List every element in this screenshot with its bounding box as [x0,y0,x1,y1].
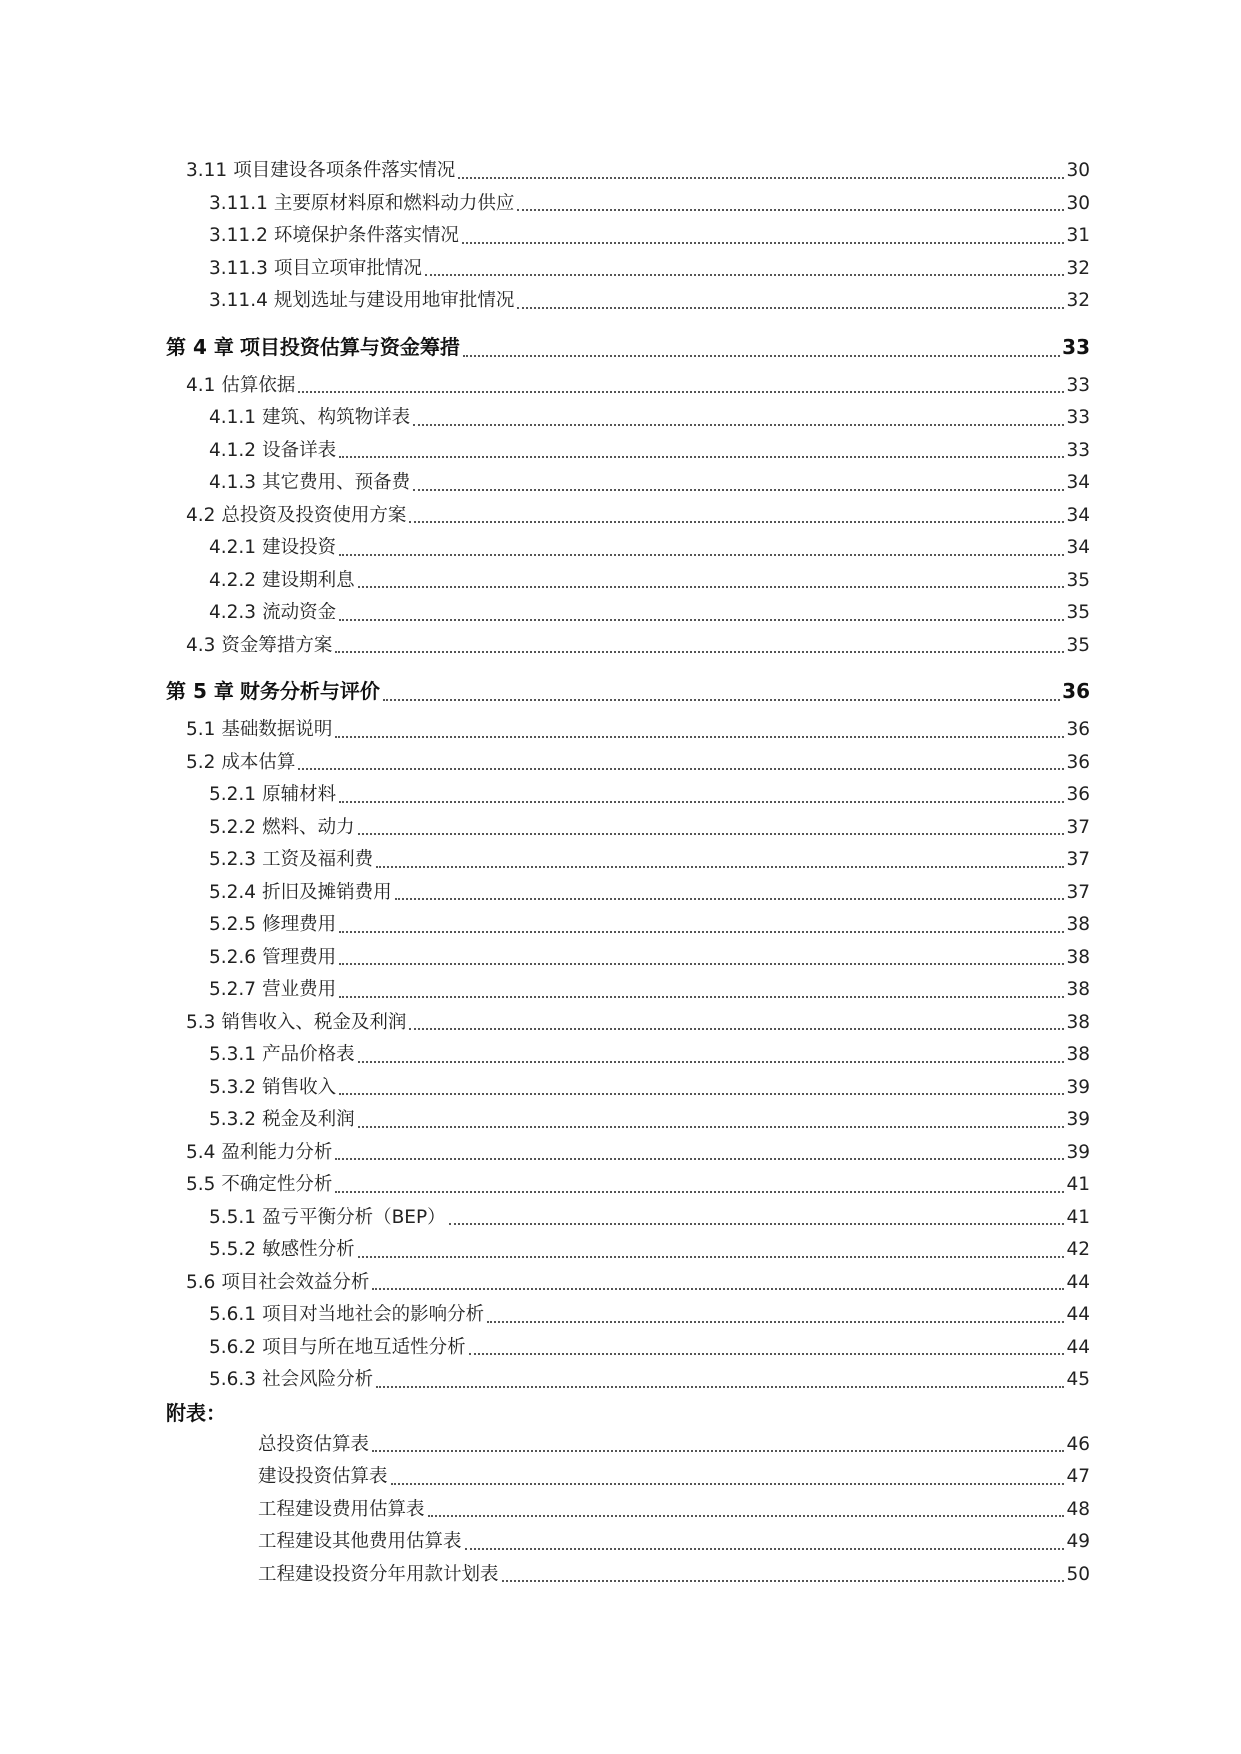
toc-entry-row[interactable] [166,1039,1090,1072]
toc-page-number: 38 [1066,1044,1090,1065]
toc-entry-title: 项目投资估算与资金筹措 [239,334,460,359]
toc-page-number: 39 [1066,1141,1090,1163]
toc-entry-title: 项目社会效益分析 [221,1271,370,1293]
toc-entry-number: 4.3 [186,634,216,656]
toc-entry-title: 建设投资 [262,537,337,558]
toc-entry-row[interactable] [166,747,1090,780]
toc-entry-title: 折旧及摊销费用 [262,881,392,903]
toc-entry-title: 总投资估算表 [258,1433,370,1455]
dot-leader [462,242,1065,244]
toc-entry-row[interactable] [166,1104,1090,1137]
dot-leader [339,554,1064,556]
toc-page-number: 36 [1062,679,1090,703]
dot-leader [358,833,1065,835]
toc-entry-row[interactable] [166,1299,1090,1332]
toc-entry-row[interactable] [166,974,1090,1007]
toc-page-number: 38 [1066,979,1090,1000]
toc-entry-number: 5.3.2 [209,1076,257,1098]
toc-entry-number: 5.2.4 [209,881,257,903]
toc-page-number: 38 [1066,914,1090,935]
toc-entry-row[interactable] [166,467,1090,500]
toc-page-number: 35 [1066,569,1090,591]
toc-page-number: 34 [1066,537,1090,558]
dot-leader [339,931,1064,933]
toc-page-number: 38 [1066,1011,1090,1033]
toc-entry-row[interactable] [166,1267,1090,1300]
toc-entry-number: 4.2 [186,504,216,526]
toc-entry-row[interactable] [166,812,1090,845]
toc-entry-title: 燃料、动力 [262,816,355,838]
dot-leader [339,1093,1064,1095]
dot-leader [517,307,1064,309]
toc-entry-row[interactable] [166,1461,1090,1494]
dot-leader [413,489,1064,491]
toc-page-number: 34 [1066,504,1090,526]
dot-leader [358,1256,1065,1258]
toc-page-number: 44 [1066,1304,1090,1325]
dot-leader [502,1580,1065,1582]
toc-entry-number: 4.2.1 [209,537,257,558]
toc-entry-row[interactable] [166,253,1090,286]
toc-entry-row[interactable] [166,844,1090,877]
toc-entry-row[interactable] [166,220,1090,253]
toc-entry-title: 设备详表 [262,439,337,461]
toc-entry-row[interactable] [166,1429,1090,1462]
dot-leader [339,963,1064,965]
toc-entry-number: 5.5.2 [209,1239,257,1260]
toc-page-number: 45 [1066,1369,1090,1390]
toc-entry-title: 税金及利润 [262,1109,355,1130]
toc-entry-number: 4.1 [186,374,216,396]
toc-entry-title: 盈利能力分析 [221,1141,333,1163]
toc-entry-title: 规划选址与建设用地审批情况 [273,290,515,311]
toc-entry-title: 项目与所在地互适性分析 [262,1336,466,1358]
toc-entry-number: 5.2.7 [209,979,257,1000]
dot-leader [335,736,1064,738]
toc-entry-number: 5.6.2 [209,1336,257,1358]
toc-entry-row[interactable] [166,500,1090,533]
toc-entry-title: 建设期利息 [262,569,355,591]
toc-entry-title: 财务分析与评价 [239,679,380,703]
toc-entry-number: 5.4 [186,1141,216,1163]
toc-entry-title: 管理费用 [262,946,337,968]
toc-entry-title: 工程建设费用估算表 [258,1498,425,1520]
toc-page-number: 33 [1066,439,1090,461]
toc-entry-row[interactable] [166,779,1090,812]
toc-page-number: 33 [1066,374,1090,396]
toc-page-number: 35 [1066,602,1090,623]
dot-leader [383,699,1060,701]
toc-entry-title: 社会风险分析 [262,1369,374,1390]
toc-entry-row[interactable] [166,1526,1090,1559]
toc-entry-number: 5.5.1 [209,1206,257,1228]
toc-entry-row[interactable] [166,285,1090,318]
toc-entry-number: 第 5 章 [166,679,234,703]
toc-entry-number: 3.11.2 [209,225,268,246]
dot-leader [463,355,1060,357]
toc-entry-row[interactable] [166,1559,1090,1592]
dot-leader [339,996,1064,998]
dot-leader [413,424,1064,426]
toc-entry-number: 5.2.1 [209,784,257,805]
toc-page-number: 36 [1066,751,1090,773]
toc-entry-title: 环境保护条件落实情况 [273,225,459,246]
toc-entry-row[interactable] [166,370,1090,403]
toc-entry-title: 流动资金 [262,602,337,623]
toc-page-number: 33 [1062,334,1090,359]
dot-leader [409,1028,1064,1030]
toc-entry-title: 工程建设投资分年用款计划表 [258,1563,499,1585]
toc-entry-title: 项目对当地社会的影响分析 [262,1304,485,1325]
toc-entry-number: 4.1.2 [209,439,257,461]
toc-page-number: 39 [1066,1109,1090,1130]
toc-page-number: 47 [1066,1466,1090,1487]
toc-entry-number: 5.2.5 [209,914,257,935]
toc-entry-number: 5.3.2 [209,1109,257,1130]
toc-entry-title: 营业费用 [262,979,337,1000]
dot-leader [372,1450,1064,1452]
toc-entry-number: 5.5 [186,1174,216,1195]
dot-leader [391,1483,1065,1485]
toc-page-number: 30 [1066,192,1090,214]
toc-page-number: 32 [1066,257,1090,279]
dot-leader [425,274,1065,276]
toc-entry-row[interactable] [166,877,1090,910]
toc-page-number: 30 [1066,160,1090,181]
toc-entry-title: 资金筹措方案 [221,634,333,656]
toc-page-number: 42 [1066,1239,1090,1260]
toc-entry-row[interactable] [166,1072,1090,1105]
toc-entry-number: 4.2.3 [209,602,257,623]
toc-entry-title: 敏感性分析 [262,1239,355,1260]
toc-entry-title: 不确定性分析 [221,1174,333,1195]
toc-entry-row[interactable] [166,630,1090,663]
toc-entry-number: 4.1.1 [209,407,257,428]
dot-leader [487,1321,1064,1323]
toc-entry-title: 盈亏平衡分析（BEP） [262,1206,446,1228]
toc-entry-row[interactable] [166,1202,1090,1235]
dot-leader [298,768,1064,770]
toc-section-heading[interactable] [166,1397,1090,1429]
toc-page-number: 44 [1066,1271,1090,1293]
toc-entry-number: 3.11.1 [209,192,268,214]
toc-entry-title: 其它费用、预备费 [262,472,411,493]
toc-entry-number: 5.6 [186,1271,216,1293]
toc-page-number: 41 [1066,1206,1090,1228]
toc-entry-row[interactable] [166,565,1090,598]
toc-entry-number: 5.2.6 [209,946,257,968]
toc-page-number: 37 [1066,816,1090,838]
dot-leader [358,1061,1065,1063]
toc-entry-row[interactable] [166,1332,1090,1365]
toc-entry-title: 销售收入 [262,1076,337,1098]
toc-page-number: 49 [1066,1531,1090,1552]
toc-page-number: 34 [1066,472,1090,493]
toc-entry-title: 总投资及投资使用方案 [221,504,407,526]
dot-leader [449,1223,1065,1225]
toc-entry-number: 3.11 [186,160,228,181]
toc-entry-row[interactable] [166,1137,1090,1170]
toc-entry-number: 4.2.2 [209,569,257,591]
toc-entry-title: 基础数据说明 [221,719,333,740]
toc-chapter-row[interactable] [166,668,1090,714]
dot-leader [339,801,1064,803]
toc-entry-title: 项目建设各项条件落实情况 [233,160,456,181]
toc-page-number: 37 [1066,849,1090,870]
toc-entry-title: 原辅材料 [262,784,337,805]
dot-leader [335,1158,1064,1160]
toc-entry-title: 附表： [166,1400,226,1425]
toc-entry-row[interactable] [166,909,1090,942]
toc-entry-title: 建设投资估算表 [258,1466,388,1487]
toc-entry-row[interactable] [166,188,1090,221]
table-of-contents [166,155,1090,1591]
toc-page-number: 39 [1066,1076,1090,1098]
dot-leader [339,456,1064,458]
dot-leader [458,177,1064,179]
dot-leader [358,586,1065,588]
toc-entry-title: 销售收入、税金及利润 [221,1011,407,1033]
toc-page-number: 32 [1066,290,1090,311]
toc-entry-title: 工程建设其他费用估算表 [258,1531,462,1552]
toc-page-number: 35 [1066,634,1090,656]
toc-chapter-row[interactable] [166,324,1090,370]
toc-entry-title: 修理费用 [262,914,337,935]
dot-leader [376,866,1064,868]
dot-leader [409,521,1064,523]
toc-entry-title: 估算依据 [221,374,296,396]
toc-page-number: 37 [1066,881,1090,903]
toc-entry-number: 5.6.3 [209,1369,257,1390]
toc-page-number: 31 [1066,225,1090,246]
toc-entry-number: 5.2.2 [209,816,257,838]
dot-leader [465,1548,1065,1550]
toc-entry-row[interactable] [166,435,1090,468]
dot-leader [335,651,1064,653]
toc-entry-number: 5.1 [186,719,216,740]
toc-entry-row[interactable] [166,1007,1090,1040]
toc-entry-title: 项目立项审批情况 [273,257,422,279]
toc-page-number: 41 [1066,1174,1090,1195]
toc-entry-number: 5.3 [186,1011,216,1033]
toc-entry-row[interactable] [166,1169,1090,1202]
dot-leader [376,1386,1064,1388]
toc-entry-row[interactable] [166,714,1090,747]
toc-entry-row[interactable] [166,402,1090,435]
toc-entry-row[interactable] [166,597,1090,630]
toc-entry-row[interactable] [166,1234,1090,1267]
toc-entry-number: 5.3.1 [209,1044,257,1065]
toc-page-number: 46 [1066,1433,1090,1455]
toc-entry-row[interactable] [166,155,1090,188]
toc-entry-row[interactable] [166,532,1090,565]
dot-leader [372,1288,1064,1290]
toc-entry-title: 工资及福利费 [262,849,374,870]
toc-entry-number: 5.2 [186,751,216,773]
toc-entry-title: 成本估算 [221,751,296,773]
dot-leader [335,1191,1064,1193]
toc-entry-number: 5.2.3 [209,849,257,870]
toc-entry-title: 建筑、构筑物详表 [262,407,411,428]
toc-page-number: 36 [1066,719,1090,740]
toc-page-number: 50 [1066,1563,1090,1585]
toc-entry-number: 第 4 章 [166,334,234,359]
toc-entry-row[interactable] [166,1494,1090,1527]
dot-leader [469,1353,1065,1355]
dot-leader [395,898,1065,900]
dot-leader [339,619,1064,621]
toc-entry-title: 产品价格表 [262,1044,355,1065]
toc-entry-title: 主要原材料原和燃料动力供应 [273,192,515,214]
toc-entry-number: 5.6.1 [209,1304,257,1325]
dot-leader [358,1126,1065,1128]
toc-entry-row[interactable] [166,1364,1090,1397]
dot-leader [428,1515,1065,1517]
dot-leader [298,391,1064,393]
toc-entry-row[interactable] [166,942,1090,975]
toc-entry-number: 3.11.3 [209,257,268,279]
toc-page-number: 44 [1066,1336,1090,1358]
toc-page-number: 33 [1066,407,1090,428]
toc-page-number: 38 [1066,946,1090,968]
toc-entry-number: 4.1.3 [209,472,257,493]
dot-leader [517,209,1064,211]
toc-entry-number: 3.11.4 [209,290,268,311]
toc-page-number: 48 [1066,1498,1090,1520]
toc-page-number: 36 [1066,784,1090,805]
